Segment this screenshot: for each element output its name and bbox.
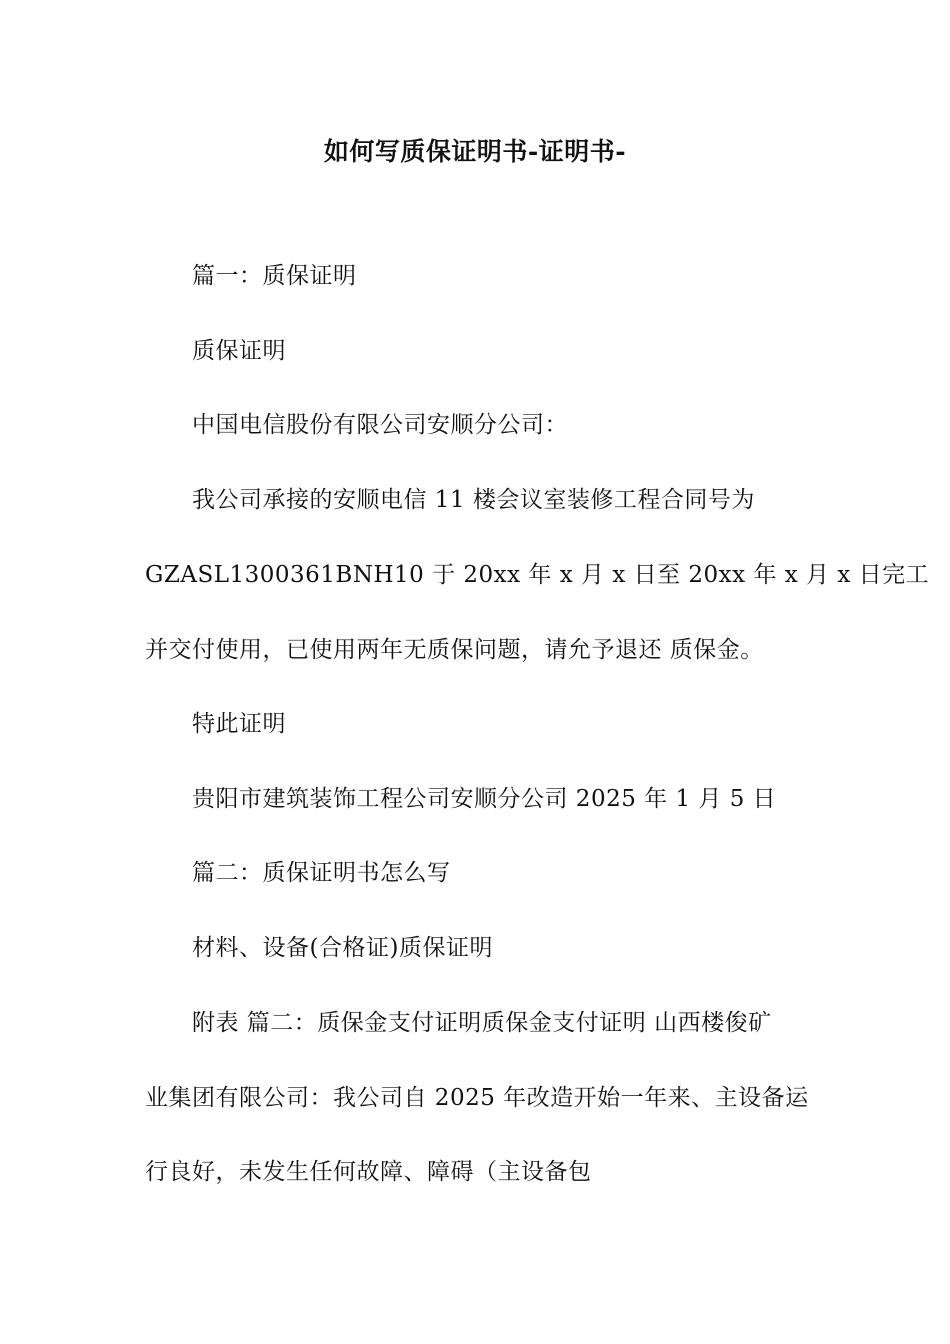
addressee-line: 中国电信股份有限公司安顺分公司： bbox=[192, 412, 568, 438]
paragraph-line: 附表 篇二：质保金支付证明质保金支付证明 山西楼俊矿 bbox=[192, 1010, 772, 1036]
signature-line: 贵阳市建筑装饰工程公司安顺分公司 2025 年 1 月 5 日 bbox=[192, 786, 777, 812]
paragraph-line: 业集团有限公司：我公司自 2025 年改造开始一年来、主设备运 bbox=[145, 1085, 809, 1111]
paragraph-line: 行良好，未发生任何故障、障碍（主设备包 bbox=[145, 1159, 592, 1185]
paragraph-heading: 材料、设备(合格证)质保证明 bbox=[192, 935, 493, 961]
section-heading-part-one: 篇一：质保证明 bbox=[192, 263, 357, 289]
paragraph-line: 并交付使用，已使用两年无质保问题，请允予退还 质保金。 bbox=[145, 637, 764, 663]
closing-line: 特此证明 bbox=[192, 711, 286, 737]
paragraph-line: 我公司承接的安顺电信 11 楼会议室装修工程合同号为 bbox=[192, 487, 755, 513]
section-heading-part-two: 篇二：质保证明书怎么写 bbox=[192, 860, 451, 886]
paragraph-line: GZASL1300361BNH10 于 20xx 年 x 月 x 日至 20xx 年 x 月 x 日完工 bbox=[145, 562, 930, 588]
paragraph-heading: 质保证明 bbox=[192, 338, 286, 364]
document-title: 如何写质保证明书-证明书- bbox=[323, 137, 627, 166]
